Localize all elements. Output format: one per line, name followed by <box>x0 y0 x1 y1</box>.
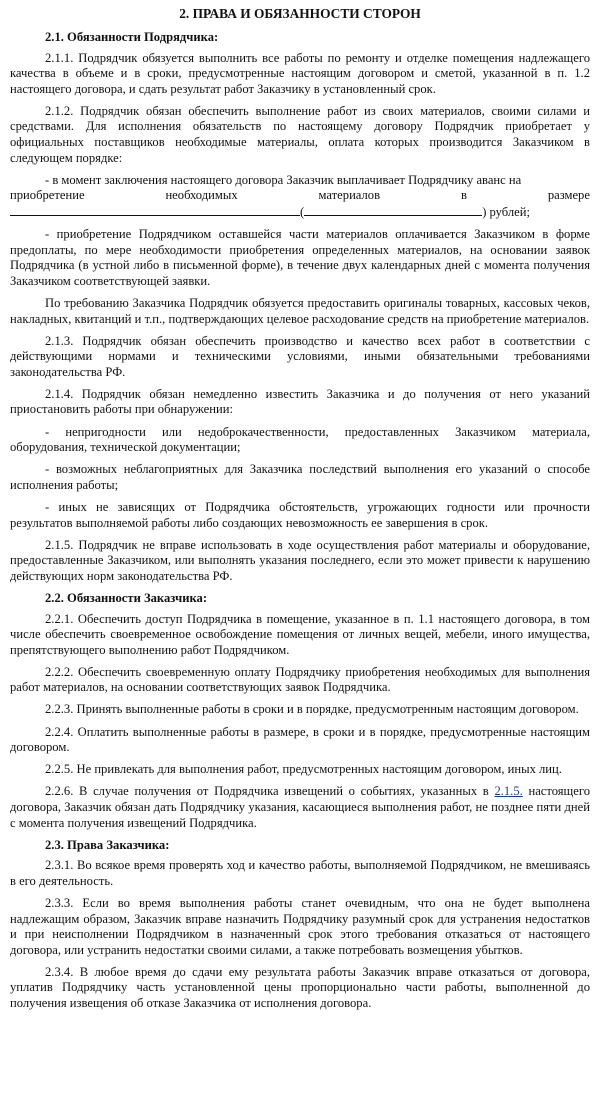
clause-2-1-4-item-2: - возможных неблагоприятных для Заказчика последствий выполнения его указаний о способе исполнения работы; <box>10 462 590 492</box>
clause-2-1-5-link[interactable]: 2.1.5. <box>494 784 523 799</box>
clause-2-1-5: 2.1.5. Подрядчик не вправе использовать в ходе осуществления работ материалы и оборудование, предоставленные Заказчиком, или выполнять указания последнего, если это может привести к нарушению действующих норм законодательства РФ. <box>10 537 590 583</box>
clause-receipts: По требованию Заказчика Подрядчик обязуется предоставить оригиналы товарных, кассовых чеков, накладных, квитанций и т.п., подтверждающих целевое расходование средств на приобретение материалов. <box>10 295 590 326</box>
advance-word-1: приобретение <box>10 188 85 203</box>
advance-line-3 <box>10 204 590 221</box>
section-heading-customer-rights: 2.3. Права Заказчика: <box>45 837 170 852</box>
clause-2-3-1: 2.3.1. Во всякое время проверять ход и качество работы, выполняемой Подрядчиком, не вмешиваясь в его деятельность. <box>10 858 590 888</box>
section-heading-contractor-duties: 2.1. Обязанности Подрядчика: <box>45 30 219 44</box>
clause-2-2-4: 2.2.4. Оплатить выполненные работы в размере, в сроки и в порядке, предусмотренные настоящим договором. <box>10 724 590 755</box>
section-heading-customer-duties: 2.2. Обязанности Заказчика: <box>45 590 208 605</box>
clause-2-2-6-text-a: 2.2.6. В случае получения от Подрядчика извещений о событиях, указанных в <box>45 784 495 799</box>
clause-2-2-2: 2.2.2. Обеспечить своевременную оплату Подрядчику приобретения необходимых для выполнения работ материалов, на основании соответствующих заявок Подрядчика. <box>10 664 590 695</box>
clause-2-1-2: 2.1.2. Подрядчик обязан обеспечить выполнение работ из своих материалов, своими силами и средствами. Для исполнения обязательств по настоящему договору Подрядчик приобретает у официальных поставщиков необходимые материалы, оплата которых производится Заказчиком в следующем порядке: <box>10 103 590 165</box>
clause-advance-payment <box>10 173 590 221</box>
clause-remaining-materials: - приобретение Подрядчиком оставшейся части материалов оплачивается Заказчиком в форме предоплаты, по мере необходимости приобретения определенных материалов, на основании заявок Подрядчика (в устной либо в письменной форме), в течение двух календарных дней с момента получения Заказчиком соответствующей заявки. <box>10 227 590 288</box>
clause-2-2-3: 2.2.3. Принять выполненные работы в сроки и в порядке, предусмотренным настоящим договором. <box>45 702 579 717</box>
clause-2-2-6 <box>10 784 590 831</box>
rubles-label: ) рублей; <box>482 204 531 219</box>
amount-words-blank <box>304 204 482 216</box>
clause-2-3-4: 2.3.4. В любое время до сдачи ему результата работы Заказчик вправе отказаться от договора, уплатив Подрядчику часть установленной цены пропорционально части работы, выполненной до получения извещения об отказе Заказчика от исполнения договора. <box>10 964 590 1010</box>
advance-line-1: - в момент заключения настоящего договора Заказчик выплачивает Подрядчику аванс на <box>45 172 522 187</box>
advance-word-4: в <box>460 188 467 203</box>
amount-blank <box>10 204 300 216</box>
clause-2-2-5: 2.2.5. Не привлекать для выполнения работ, предусмотренных настоящим договором, иных лиц. <box>45 762 562 777</box>
clause-2-1-4-item-3: - иных не зависящих от Подрядчика обстоятельств, угрожающих годности или прочности результатов выполняемой работы либо создающих невозможность ее завершения в срок. <box>10 499 590 530</box>
clause-2-1-3: 2.1.3. Подрядчик обязан обеспечить производство и качество всех работ в соответствии с действующими нормами и техническими условиями, иными обязательными требованиями законодательства РФ. <box>10 333 590 379</box>
clause-2-1-4-item-1: - непригодности или недоброкачественности, предоставленных Заказчиком материала, оборудования, технической документации; <box>10 424 590 455</box>
clause-2-1-4: 2.1.4. Подрядчик обязан немедленно известить Заказчика и до получения от него указаний приостановить работы при обнаружении: <box>10 386 590 417</box>
advance-word-5: размере <box>547 188 590 203</box>
advance-line-2 <box>10 188 590 204</box>
clause-2-2-6-text-b: настоящего договора, Заказчик обязан дать Подрядчику указания, касающиеся выполнения работ, не позднее пяти дней с момента получения извещений Подрядчика. <box>10 784 590 830</box>
clause-2-2-1: 2.2.1. Обеспечить доступ Подрядчика в помещение, указанное в п. 1.1 настоящего договора, в том числе обеспечить своевременное освобождение помещения от личных вещей, мебели, иного имущества, препятствующего выполнению работ Подрядчиком. <box>10 611 590 657</box>
open-paren: ( <box>300 204 305 219</box>
advance-word-3: материалов <box>318 188 381 203</box>
clause-2-3-3: 2.3.3. Если во время выполнения работы станет очевидным, что она не будет выполнена надлежащим образом, Заказчик вправе назначить Подрядчику разумный срок для устранения недостатков и при неисполнении Подрядчиком в назначенный срок этого требования отказаться от настоящего договора, или устранить недостатки своими силами, а также потребовать возмещения убытков. <box>10 895 590 957</box>
clause-2-1-1: 2.1.1. Подрядчик обязуется выполнить все работы по ремонту и отделке помещения надлежащего качества в объеме и в сроки, предусмотренные настоящим договором и сметой, указанной в п. 1.2 настоящего договора, и сдать результат работ Заказчику в установленный срок. <box>10 50 590 96</box>
page-title: 2. ПРАВА И ОБЯЗАННОСТИ СТОРОН <box>179 6 421 21</box>
advance-word-2: необходимых <box>165 188 238 203</box>
